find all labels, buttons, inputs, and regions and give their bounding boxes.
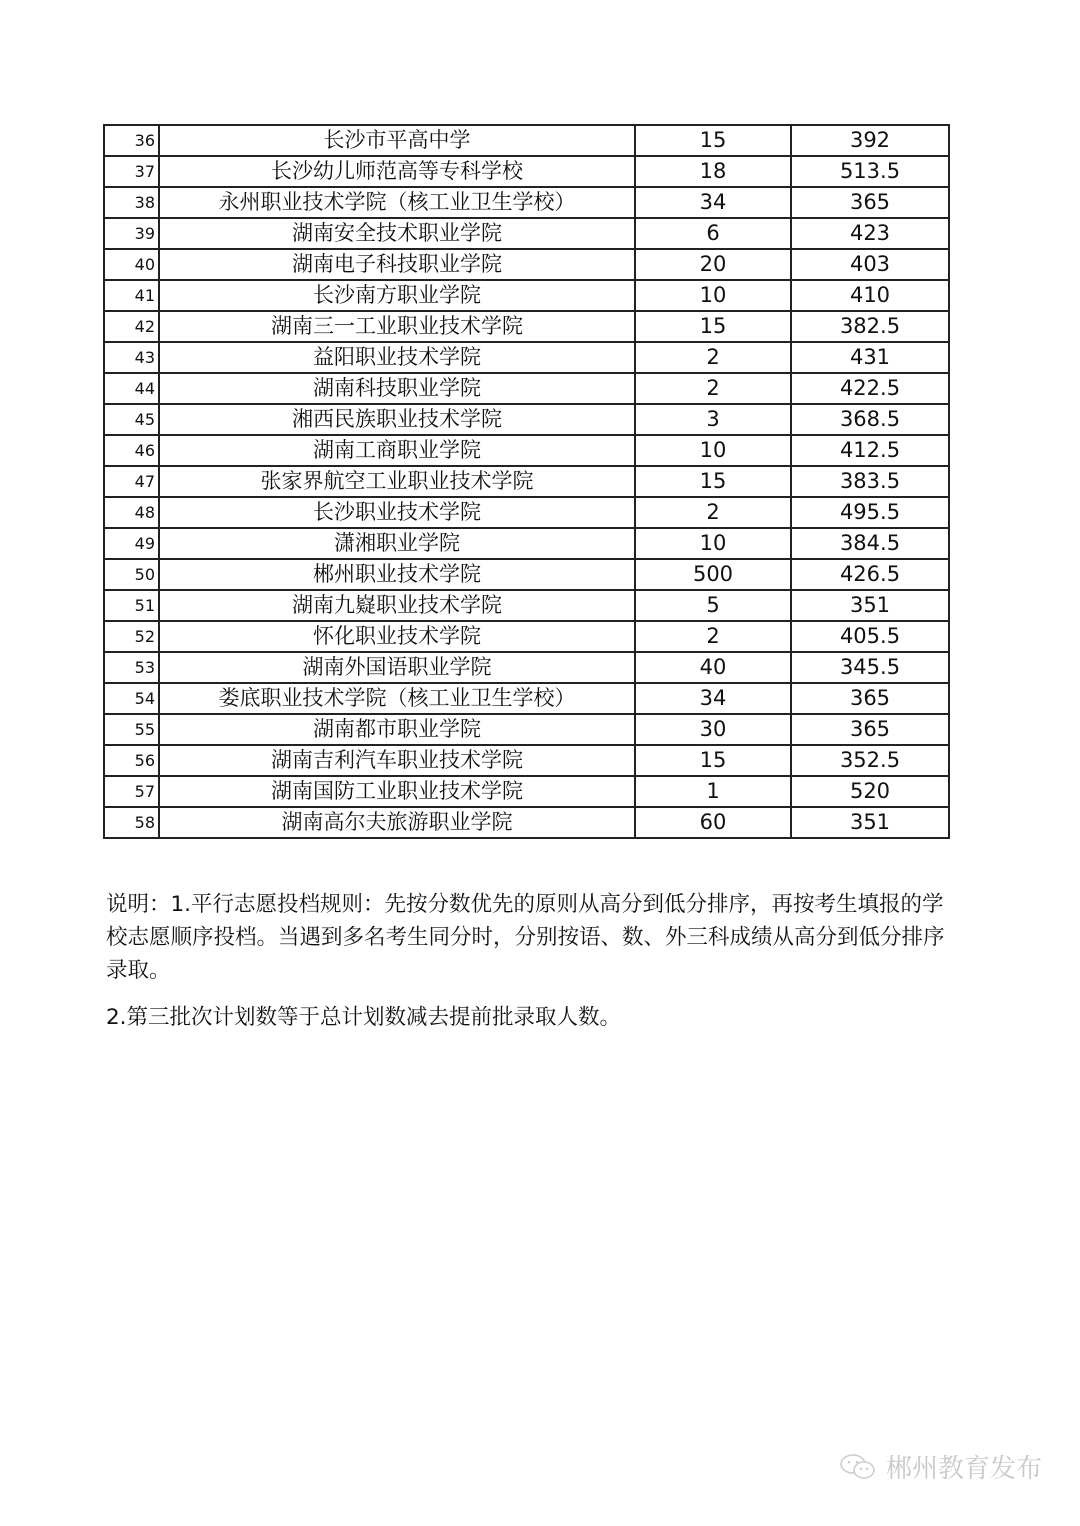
plan-count: 34 xyxy=(635,683,791,714)
row-number: 56 xyxy=(104,745,159,776)
school-name: 永州职业技术学院（核工业卫生学校） xyxy=(159,187,635,218)
school-name: 湖南高尔夫旅游职业学院 xyxy=(159,807,635,838)
school-name: 长沙职业技术学院 xyxy=(159,497,635,528)
min-score: 392 xyxy=(791,125,949,156)
min-score: 410 xyxy=(791,280,949,311)
min-score: 426.5 xyxy=(791,559,949,590)
school-name: 娄底职业技术学院（核工业卫生学校） xyxy=(159,683,635,714)
table-row xyxy=(104,373,949,404)
school-name: 长沙南方职业学院 xyxy=(159,280,635,311)
row-number: 40 xyxy=(104,249,159,280)
row-number: 58 xyxy=(104,807,159,838)
row-number: 52 xyxy=(104,621,159,652)
min-score: 520 xyxy=(791,776,949,807)
plan-count: 15 xyxy=(635,311,791,342)
school-name: 湖南电子科技职业学院 xyxy=(159,249,635,280)
plan-count: 30 xyxy=(635,714,791,745)
table-row xyxy=(104,218,949,249)
table-row xyxy=(104,125,949,156)
table-row xyxy=(104,497,949,528)
table-body xyxy=(104,125,949,838)
note-2: 2.第三批次计划数等于总计划数减去提前批录取人数。 xyxy=(106,1005,622,1030)
plan-count: 1 xyxy=(635,776,791,807)
row-number: 57 xyxy=(104,776,159,807)
plan-count: 2 xyxy=(635,373,791,404)
plan-count: 15 xyxy=(635,745,791,776)
row-number: 47 xyxy=(104,466,159,497)
plan-count: 34 xyxy=(635,187,791,218)
row-number: 42 xyxy=(104,311,159,342)
table-row xyxy=(104,807,949,838)
min-score: 365 xyxy=(791,714,949,745)
plan-count: 500 xyxy=(635,559,791,590)
row-number: 38 xyxy=(104,187,159,218)
table-row xyxy=(104,404,949,435)
plan-count: 10 xyxy=(635,435,791,466)
min-score: 431 xyxy=(791,342,949,373)
min-score: 365 xyxy=(791,683,949,714)
school-name: 湖南科技职业学院 xyxy=(159,373,635,404)
plan-count: 10 xyxy=(635,280,791,311)
table-row xyxy=(104,311,949,342)
min-score: 423 xyxy=(791,218,949,249)
min-score: 382.5 xyxy=(791,311,949,342)
table-row xyxy=(104,528,949,559)
school-name: 益阳职业技术学院 xyxy=(159,342,635,373)
watermark xyxy=(838,1448,1042,1485)
school-name: 湖南工商职业学院 xyxy=(159,435,635,466)
school-name: 张家界航空工业职业技术学院 xyxy=(159,466,635,497)
plan-count: 15 xyxy=(635,125,791,156)
min-score: 345.5 xyxy=(791,652,949,683)
row-number: 48 xyxy=(104,497,159,528)
table-row xyxy=(104,590,949,621)
school-name: 湘西民族职业技术学院 xyxy=(159,404,635,435)
table-row xyxy=(104,342,949,373)
row-number: 44 xyxy=(104,373,159,404)
min-score: 403 xyxy=(791,249,949,280)
table-row xyxy=(104,466,949,497)
table-row xyxy=(104,652,949,683)
school-name: 湖南都市职业学院 xyxy=(159,714,635,745)
school-name: 湖南安全技术职业学院 xyxy=(159,218,635,249)
row-number: 36 xyxy=(104,125,159,156)
wechat-icon xyxy=(838,1452,878,1482)
plan-count: 15 xyxy=(635,466,791,497)
table-row xyxy=(104,187,949,218)
table-row xyxy=(104,776,949,807)
school-name: 怀化职业技术学院 xyxy=(159,621,635,652)
min-score: 513.5 xyxy=(791,156,949,187)
row-number: 54 xyxy=(104,683,159,714)
table-row xyxy=(104,156,949,187)
plan-count: 5 xyxy=(635,590,791,621)
school-name: 湖南外国语职业学院 xyxy=(159,652,635,683)
school-name: 郴州职业技术学院 xyxy=(159,559,635,590)
note-1: 说明：1.平行志愿投档规则：先按分数优先的原则从高分到低分排序，再按考生填报的学校志愿顺序投档。当遇到多名考生同分时，分别按语、数、外三科成绩从高分到低分排序录取。 xyxy=(106,892,945,983)
school-name: 长沙幼儿师范高等专科学校 xyxy=(159,156,635,187)
plan-count: 18 xyxy=(635,156,791,187)
table-row xyxy=(104,435,949,466)
school-name: 湖南九嶷职业技术学院 xyxy=(159,590,635,621)
plan-count: 60 xyxy=(635,807,791,838)
school-name: 湖南吉利汽车职业技术学院 xyxy=(159,745,635,776)
notes xyxy=(106,888,956,1048)
plan-count: 6 xyxy=(635,218,791,249)
school-name: 湖南三一工业职业技术学院 xyxy=(159,311,635,342)
min-score: 365 xyxy=(791,187,949,218)
row-number: 55 xyxy=(104,714,159,745)
plan-count: 20 xyxy=(635,249,791,280)
min-score: 383.5 xyxy=(791,466,949,497)
min-score: 412.5 xyxy=(791,435,949,466)
min-score: 351 xyxy=(791,807,949,838)
row-number: 46 xyxy=(104,435,159,466)
row-number: 51 xyxy=(104,590,159,621)
plan-count: 10 xyxy=(635,528,791,559)
plan-count: 40 xyxy=(635,652,791,683)
min-score: 405.5 xyxy=(791,621,949,652)
row-number: 49 xyxy=(104,528,159,559)
plan-count: 2 xyxy=(635,497,791,528)
table-row xyxy=(104,683,949,714)
plan-count: 2 xyxy=(635,621,791,652)
school-name: 湖南国防工业职业技术学院 xyxy=(159,776,635,807)
table-row xyxy=(104,621,949,652)
min-score: 351 xyxy=(791,590,949,621)
admission-table xyxy=(103,124,950,839)
row-number: 45 xyxy=(104,404,159,435)
row-number: 39 xyxy=(104,218,159,249)
table-row xyxy=(104,249,949,280)
school-name: 潇湘职业学院 xyxy=(159,528,635,559)
min-score: 368.5 xyxy=(791,404,949,435)
min-score: 384.5 xyxy=(791,528,949,559)
row-number: 50 xyxy=(104,559,159,590)
min-score: 352.5 xyxy=(791,745,949,776)
school-name: 长沙市平高中学 xyxy=(159,125,635,156)
row-number: 43 xyxy=(104,342,159,373)
table-row xyxy=(104,280,949,311)
watermark-text: 郴州教育发布 xyxy=(886,1454,1043,1484)
min-score: 422.5 xyxy=(791,373,949,404)
plan-count: 3 xyxy=(635,404,791,435)
row-number: 37 xyxy=(104,156,159,187)
row-number: 53 xyxy=(104,652,159,683)
table-row xyxy=(104,745,949,776)
min-score: 495.5 xyxy=(791,497,949,528)
plan-count: 2 xyxy=(635,342,791,373)
table-row xyxy=(104,559,949,590)
row-number: 41 xyxy=(104,280,159,311)
table-row xyxy=(104,714,949,745)
